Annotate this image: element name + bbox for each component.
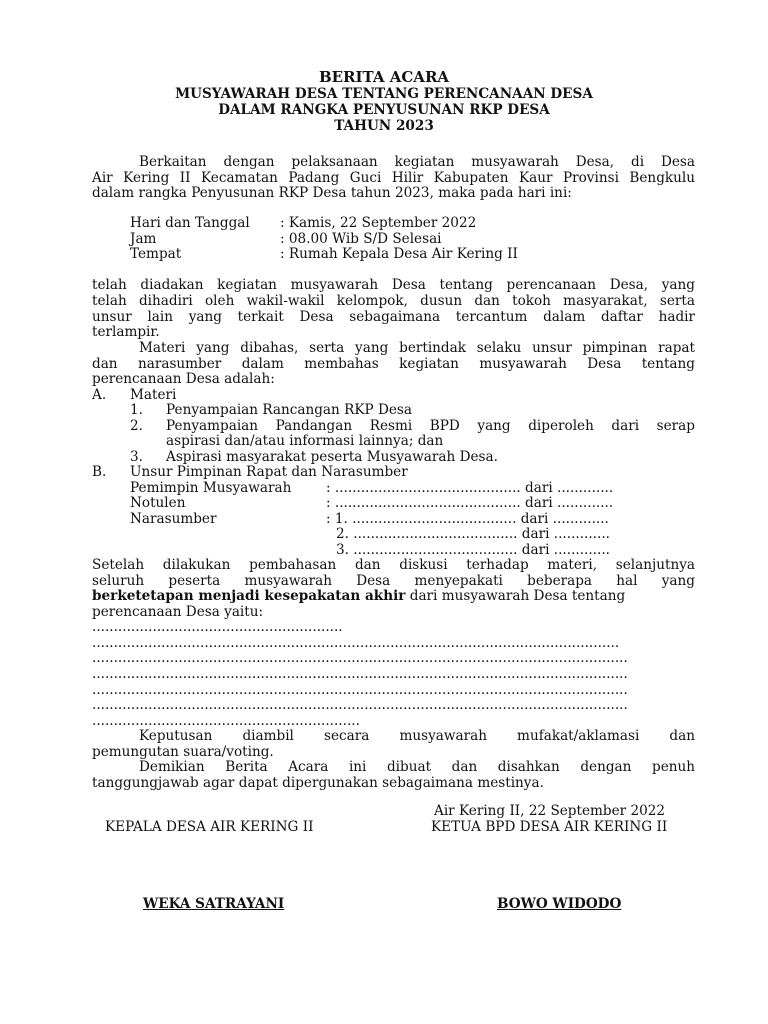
body-line: Materi yang dibahas, serta yang bertindak selaku unsur pimpinan rapat <box>139 340 695 356</box>
body-line: perencanaan Desa yaitu: <box>92 604 264 620</box>
signatory-title-right: KETUA BPD DESA AIR KERING II <box>431 819 668 835</box>
role-label: Pemimpin Musyawarah <box>130 480 292 496</box>
emphasis-text: berketetapan menjadi kesepakatan akhir <box>92 588 406 604</box>
body-line: seluruh peserta musyawarah Desa menyepakati beberapa hal yang <box>92 573 695 589</box>
list-item-number: 3. <box>130 449 143 465</box>
signatory-name-left: WEKA SATRAYANI <box>143 896 285 912</box>
body-line: dan narasumber dalam membahas kegiatan musyawarah Desa tentang <box>92 356 695 372</box>
body-text: dari musyawarah Desa tentang <box>405 588 626 604</box>
list-item-text: Penyampaian Pandangan Resmi BPD yang diperoleh dari serap <box>166 418 695 434</box>
signatory-name-right: BOWO WIDODO <box>497 896 622 912</box>
fill-dotted-line: .......................................................... <box>92 619 343 635</box>
fill-dotted-line: ............................................................................................................................ <box>92 697 628 713</box>
body-line: Setelah dilakukan pembahasan dan diskusi terhadap materi, selanjutnya <box>92 557 695 573</box>
fill-dotted-line: ............................................................................................................................ <box>92 666 628 682</box>
body-line: pemungutan suara/voting. <box>92 744 274 760</box>
role-label: Narasumber <box>130 511 217 527</box>
list-item-text: Aspirasi masyarakat peserta Musyawarah Desa. <box>166 449 498 465</box>
role-fill-line: : ........................................... dari ............. <box>326 480 614 496</box>
body-line: Keputusan diambil secara musyawarah mufakat/aklamasi dan <box>139 728 695 744</box>
body-line: unsur lain yang terkait Desa sebagaimana tercantum dalam daftar hadir <box>92 309 695 325</box>
role-label: Notulen <box>130 495 186 511</box>
body-line: perencanaan Desa adalah: <box>92 371 275 387</box>
body-line: Demikian Berita Acara ini dibuat dan disahkan dengan penuh <box>139 759 695 775</box>
document-title: BERITA ACARA <box>318 68 450 86</box>
role-fill-line: 2. ...................................... dari ............. <box>336 526 610 542</box>
intro-line: dalam rangka Penyusunan RKP Desa tahun 2023, maka pada hari ini: <box>92 185 572 201</box>
fill-dotted-line: ............................................................................................................................ <box>92 682 628 698</box>
fill-dotted-line: .............................................................. <box>92 713 360 729</box>
intro-line: Berkaitan dengan pelaksanaan kegiatan musyawarah Desa, di Desa <box>139 154 695 170</box>
place-date: Air Kering II, 22 September 2022 <box>434 803 666 819</box>
body-line <box>92 589 625 604</box>
body-line: tanggungjawab agar dapat dipergunakan sebagaimana mestinya. <box>92 775 544 791</box>
detail-label: Hari dan Tanggal <box>130 215 250 231</box>
section-a-title: Materi <box>130 387 177 403</box>
section-b-marker: B. <box>92 464 107 480</box>
body-line: terlampir. <box>92 324 160 340</box>
detail-value: : 08.00 Wib S/D Selesai <box>280 231 442 247</box>
fill-dotted-line: .......................................................................................................................... <box>92 635 620 651</box>
detail-value: : Kamis, 22 September 2022 <box>280 215 477 231</box>
signatory-title-left: KEPALA DESA AIR KERING II <box>105 819 314 835</box>
document-subtitle-1: MUSYAWARAH DESA TENTANG PERENCANAAN DESA <box>175 86 593 102</box>
body-line: telah dihadiri oleh wakil-wakil kelompok, dusun dan tokoh masyarakat, serta <box>92 293 695 309</box>
body-line: telah diadakan kegiatan musyawarah Desa tentang perencanaan Desa, yang <box>92 277 695 293</box>
list-item-text: Penyampaian Rancangan RKP Desa <box>166 402 412 418</box>
detail-value: : Rumah Kepala Desa Air Kering II <box>280 246 518 262</box>
role-fill-line: : 1. ...................................... dari ............. <box>326 511 609 527</box>
document-subtitle-2: DALAM RANGKA PENYUSUNAN RKP DESA <box>218 102 550 118</box>
list-item-number: 1. <box>130 402 143 418</box>
detail-label: Jam <box>130 231 157 247</box>
section-a-marker: A. <box>92 387 107 403</box>
fill-dotted-line: ............................................................................................................................ <box>92 650 628 666</box>
document-subtitle-3: TAHUN 2023 <box>334 118 434 134</box>
intro-line: Air Kering II Kecamatan Padang Guci Hilir Kabupaten Kaur Provinsi Bengkulu <box>92 170 695 186</box>
list-item-number: 2. <box>130 418 143 434</box>
section-b-title: Unsur Pimpinan Rapat dan Narasumber <box>130 464 408 480</box>
role-fill-line: : ........................................... dari ............. <box>326 495 614 511</box>
detail-label: Tempat <box>130 246 182 262</box>
role-fill-line: 3. ...................................... dari ............. <box>336 542 610 558</box>
list-item-text-cont: aspirasi dan/atau informasi lainnya; dan <box>166 433 444 449</box>
